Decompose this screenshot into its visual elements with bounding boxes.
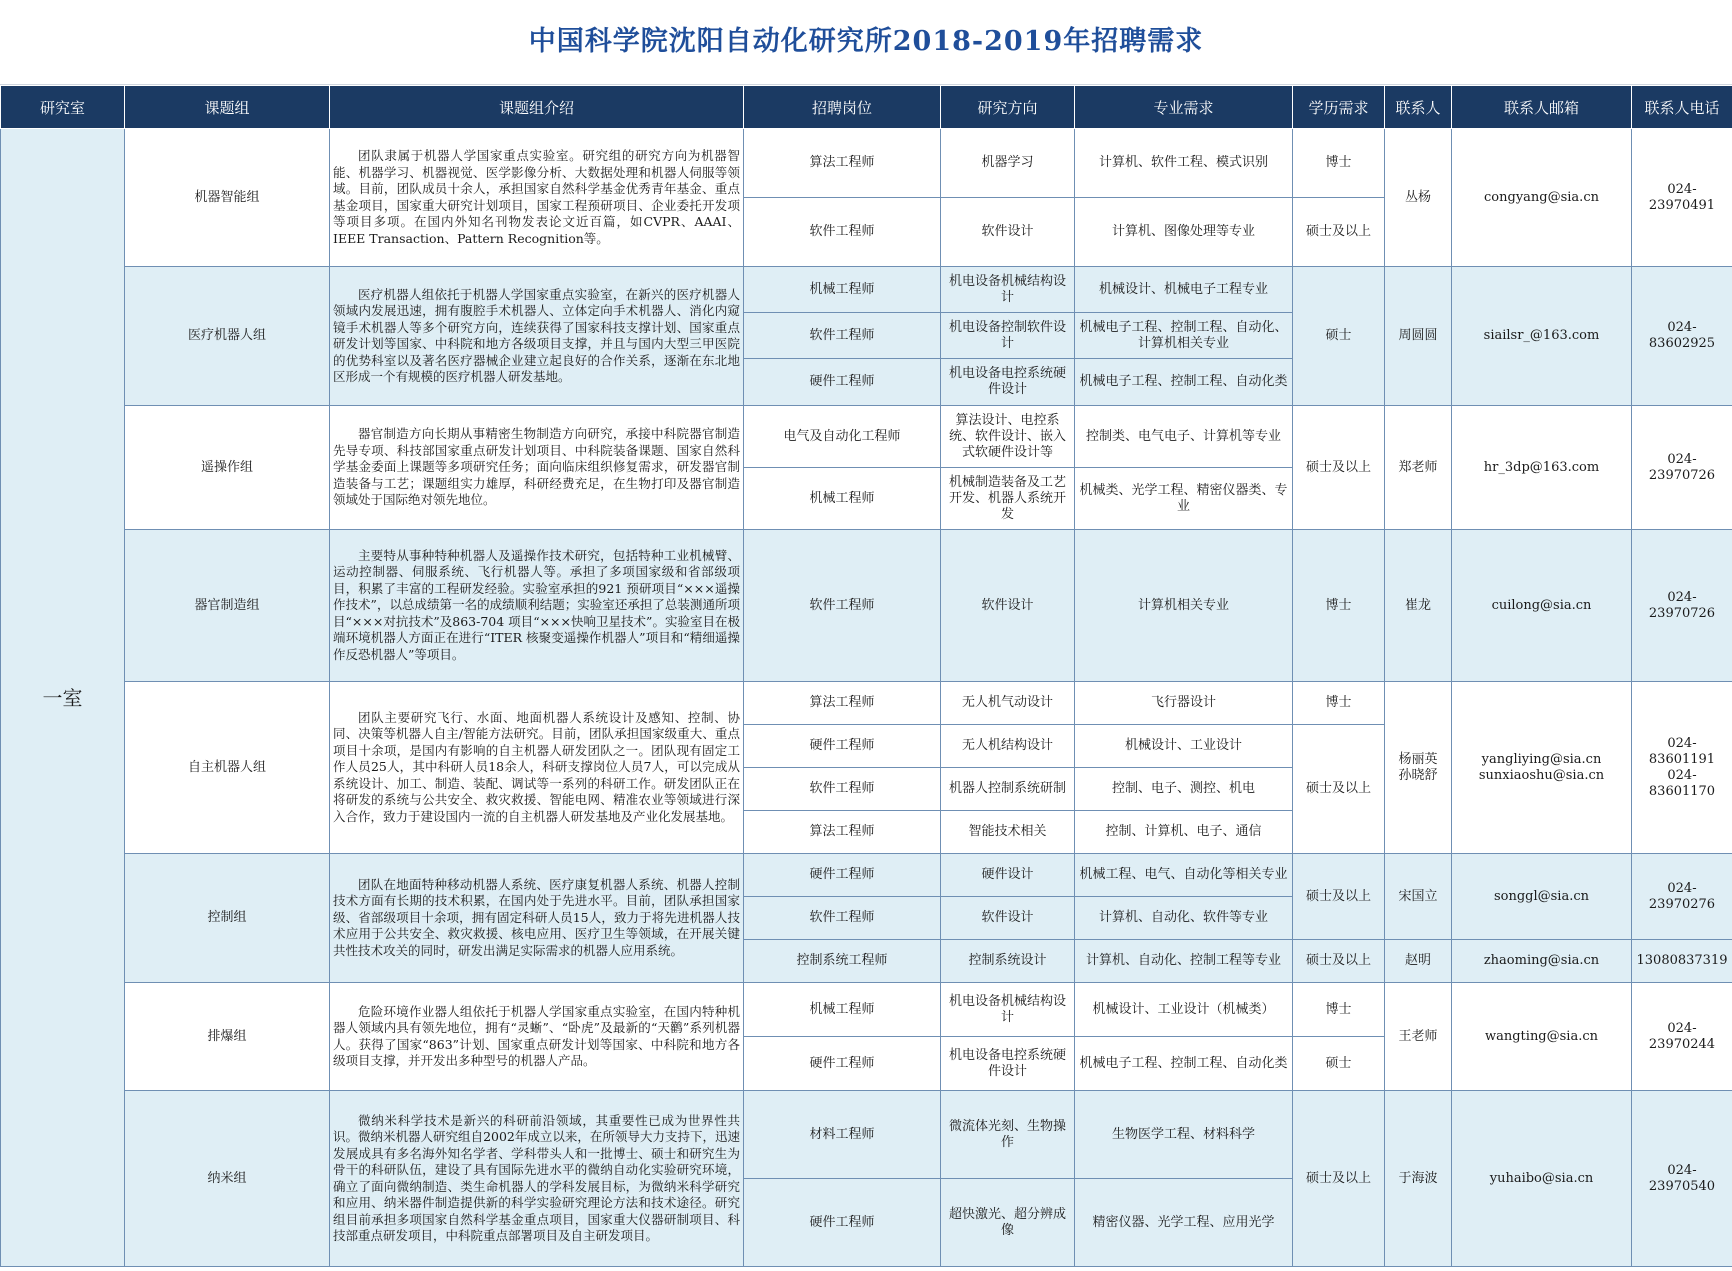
contact-email[interactable]: wangting@sia.cn xyxy=(1452,983,1632,1091)
contact-email[interactable]: congyang@sia.cn xyxy=(1452,129,1632,267)
position-degree: 博士 xyxy=(1293,530,1385,682)
contact-phone: 024-23970726 xyxy=(1632,530,1732,682)
contact-email[interactable]: zhaoming@sia.cn xyxy=(1452,940,1632,983)
position-direction: 算法设计、电控系统、软件设计、嵌入式软硬件设计等 xyxy=(941,406,1075,468)
group-intro: 团队隶属于机器人学国家重点实验室。研究组的研究方向为机器智能、机器学习、机器视觉、医学影像分析、大数据处理和机器人伺服等领域。目前，团队成员十余人，承担国家自然科学基金优秀青年基金、重点基金项目，国家重大研究计划项目，国家工程预研项目、企业委托开发项等项目多项。在国内外知名刊物发表论文近百篇，如CVPR、AAAI、IEEE Transaction、Pattern Recognition等。 xyxy=(330,129,744,267)
position-degree: 硕士及以上 xyxy=(1293,406,1385,530)
position-major: 机械设计、工业设计 xyxy=(1075,725,1293,768)
group-intro: 团队在地面特种移动机器人系统、医疗康复机器人系统、机器人控制技术方面有长期的技术积累，在国内处于先进水平。目前，团队承担国家级、省部级项目十余项，拥有固定科研人员15人，致力于将先进机器人技术应用于公共安全、救灾救援、核电应用、医疗卫生等领域，在开展关键共性技术攻关的同时，研发出满足实际需求的机器人应用系统。 xyxy=(330,854,744,983)
position-title: 软件工程师 xyxy=(744,530,941,682)
position-title: 机械工程师 xyxy=(744,468,941,530)
contact-name: 王老师 xyxy=(1385,983,1452,1091)
position-direction: 控制系统设计 xyxy=(941,940,1075,983)
position-title: 算法工程师 xyxy=(744,811,941,854)
position-direction: 超快激光、超分辨成像 xyxy=(941,1179,1075,1267)
contact-name: 杨丽英 孙晓舒 xyxy=(1385,682,1452,854)
position-degree: 博士 xyxy=(1293,129,1385,198)
position-title: 硬件工程师 xyxy=(744,359,941,406)
position-direction: 无人机气动设计 xyxy=(941,682,1075,725)
position-degree: 博士 xyxy=(1293,682,1385,725)
position-title: 硬件工程师 xyxy=(744,1179,941,1267)
contact-name: 郑老师 xyxy=(1385,406,1452,530)
header-contact: 联系人 xyxy=(1385,86,1452,129)
position-major: 控制、计算机、电子、通信 xyxy=(1075,811,1293,854)
position-title: 软件工程师 xyxy=(744,313,941,359)
position-major: 机械设计、工业设计（机械类） xyxy=(1075,983,1293,1037)
header-phone: 联系人电话 xyxy=(1632,86,1732,129)
position-direction: 智能技术相关 xyxy=(941,811,1075,854)
contact-phone: 024-83602925 xyxy=(1632,267,1732,406)
position-direction: 软件设计 xyxy=(941,897,1075,940)
header-direction: 研究方向 xyxy=(941,86,1075,129)
table-row xyxy=(1,854,1732,897)
contact-email[interactable]: hr_3dp@163.com xyxy=(1452,406,1632,530)
header-email: 联系人邮箱 xyxy=(1452,86,1632,129)
group-intro: 主要特从事种特种机器人及遥操作技术研究，包括特种工业机械臂、运动控制器、伺服系统、飞行机器人等。承担了多项国家级和省部级项目，积累了丰富的工程研发经验。实验室承担的921 预研项目“×××遥操作技术”，以总成绩第一名的成绩顺利结题；实验室还承担了总装测通所项目“×××对抗技术”及863-704 项目“×××快响卫星技术”。实验室目在极端环境机器人方面正在进行“ITER 核聚变遥操作机器人”项目和“精细遥操作反恐机器人”等项目。 xyxy=(330,530,744,682)
position-title: 材料工程师 xyxy=(744,1091,941,1179)
position-direction: 机电设备电控系统硬件设计 xyxy=(941,359,1075,406)
position-major: 机械电子工程、控制工程、自动化类 xyxy=(1075,1037,1293,1091)
position-degree: 硕士及以上 xyxy=(1293,198,1385,267)
position-direction: 硬件设计 xyxy=(941,854,1075,897)
contact-phone: 024-83601191 024-83601170 xyxy=(1632,682,1732,854)
contact-email[interactable]: cuilong@sia.cn xyxy=(1452,530,1632,682)
position-major: 机械电子工程、控制工程、自动化类 xyxy=(1075,359,1293,406)
contact-email[interactable]: yangliying@sia.cn sunxiaoshu@sia.cn xyxy=(1452,682,1632,854)
position-title: 硬件工程师 xyxy=(744,725,941,768)
position-major: 计算机、软件工程、模式识别 xyxy=(1075,129,1293,198)
position-major: 机械类、光学工程、精密仪器类、专业 xyxy=(1075,468,1293,530)
group-name: 医疗机器人组 xyxy=(125,267,330,406)
position-major: 机械设计、机械电子工程专业 xyxy=(1075,267,1293,313)
contact-phone: 024-23970244 xyxy=(1632,983,1732,1091)
position-major: 机械工程、电气、自动化等相关专业 xyxy=(1075,854,1293,897)
table-row xyxy=(1,267,1732,313)
contact-phone: 13080837319 xyxy=(1632,940,1732,983)
contact-name: 赵明 xyxy=(1385,940,1452,983)
position-title: 硬件工程师 xyxy=(744,854,941,897)
table-row xyxy=(1,406,1732,468)
position-major: 精密仪器、光学工程、应用光学 xyxy=(1075,1179,1293,1267)
position-title: 算法工程师 xyxy=(744,682,941,725)
position-major: 机械电子工程、控制工程、自动化、计算机相关专业 xyxy=(1075,313,1293,359)
contact-name: 崔龙 xyxy=(1385,530,1452,682)
contact-phone: 024-23970540 xyxy=(1632,1091,1732,1267)
position-major: 飞行器设计 xyxy=(1075,682,1293,725)
header-intro: 课题组介绍 xyxy=(330,86,744,129)
position-degree: 硕士 xyxy=(1293,267,1385,406)
group-name: 纳米组 xyxy=(125,1091,330,1267)
table-row xyxy=(1,682,1732,725)
table-row xyxy=(1,129,1732,198)
position-title: 机械工程师 xyxy=(744,983,941,1037)
position-direction: 机电设备机械结构设计 xyxy=(941,267,1075,313)
group-intro: 团队主要研究飞行、水面、地面机器人系统设计及感知、控制、协同、决策等机器人自主/智能方法研究。目前，团队承担国家级重大、重点项目十余项，是国内有影响的自主机器人研发团队之一。团队现有固定工作人员25人，其中科研人员18余人，科研支撑岗位人员7人，可以完成从系统设计、加工、制造、装配、调试等一系列的科研工作。研发团队正在将研发的系统与公共安全、救灾救援、智能电网、精准农业等领域进行深入合作，致力于建设国内一流的自主机器人研发基地及产业化发展基地。 xyxy=(330,682,744,854)
position-major: 控制类、电气电子、计算机等专业 xyxy=(1075,406,1293,468)
group-intro: 危险环境作业器人组依托于机器人学国家重点实验室，在国内特种机器人领域内具有领先地位，拥有“灵蜥”、“卧虎”及最新的“天鹳”系列机器人。获得了国家“863”计划、国家重点研发计划等国家、中科院和地方各级项目支撑，并开发出多种型号的机器人产品。 xyxy=(330,983,744,1091)
page-title: 中国科学院沈阳自动化研究所2018-2019年招聘需求 xyxy=(0,0,1732,85)
contact-name: 丛杨 xyxy=(1385,129,1452,267)
room-cell: 一室 xyxy=(1,129,125,1267)
contact-name: 周圆圆 xyxy=(1385,267,1452,406)
position-major: 计算机、自动化、软件等专业 xyxy=(1075,897,1293,940)
position-direction: 无人机结构设计 xyxy=(941,725,1075,768)
position-degree: 硕士及以上 xyxy=(1293,1091,1385,1267)
header-degree: 学历需求 xyxy=(1293,86,1385,129)
position-title: 软件工程师 xyxy=(744,897,941,940)
position-direction: 机械制造装备及工艺开发、机器人系统开发 xyxy=(941,468,1075,530)
contact-phone: 024-23970276 xyxy=(1632,854,1732,940)
group-intro: 器官制造方向长期从事精密生物制造方向研究，承接中科院器官制造先导专项、科技部国家重点研发计划项目、中科院装备课题、国家自然科学基金委面上课题等多项研究任务；面向临床组织修复需求，研发器官制造装备与工艺；课题组实力雄厚，科研经费充足，在生物打印及器官制造领域处于国际绝对领先地位。 xyxy=(330,406,744,530)
position-direction: 软件设计 xyxy=(941,530,1075,682)
contact-email[interactable]: siailsr_@163.com xyxy=(1452,267,1632,406)
position-title: 软件工程师 xyxy=(744,768,941,811)
table-row xyxy=(1,530,1732,682)
group-intro: 微纳米科学技术是新兴的科研前沿领域，其重要性已成为世界性共识。微纳米机器人研究组自2002年成立以来，在所领导大力支持下，迅速发展成具有多名海外知名学者、学科带头人和一批博士、硕士和研究生为骨干的科研队伍，建设了具有国际先进水平的微纳自动化实验研究环境，确立了面向微纳制造、类生命机器人的学科发展目标，为微纳米科学研究和应用、纳米器件制造提供新的科学实验研究理论方法和技术途径。研究组目前承担多项国家自然科学基金重点项目，国家重大仪器研制项目、科技部重点研发项目，中科院重点部署项目及自主研发项目。 xyxy=(330,1091,744,1267)
position-direction: 机电设备机械结构设计 xyxy=(941,983,1075,1037)
contact-name: 于海波 xyxy=(1385,1091,1452,1267)
position-major: 控制、电子、测控、机电 xyxy=(1075,768,1293,811)
position-title: 硬件工程师 xyxy=(744,1037,941,1091)
position-title: 机械工程师 xyxy=(744,267,941,313)
position-degree: 博士 xyxy=(1293,983,1385,1037)
table-header-row xyxy=(1,86,1732,129)
position-title: 软件工程师 xyxy=(744,198,941,267)
position-title: 电气及自动化工程师 xyxy=(744,406,941,468)
header-group: 课题组 xyxy=(125,86,330,129)
position-direction: 机器人控制系统研制 xyxy=(941,768,1075,811)
header-room: 研究室 xyxy=(1,86,125,129)
group-name: 自主机器人组 xyxy=(125,682,330,854)
position-major: 生物医学工程、材料科学 xyxy=(1075,1091,1293,1179)
contact-phone: 024-23970726 xyxy=(1632,406,1732,530)
table-row xyxy=(1,983,1732,1037)
position-direction: 机电设备控制软件设计 xyxy=(941,313,1075,359)
position-degree: 硕士及以上 xyxy=(1293,725,1385,854)
contact-email[interactable]: songgl@sia.cn xyxy=(1452,854,1632,940)
position-direction: 机器学习 xyxy=(941,129,1075,198)
position-degree: 硕士及以上 xyxy=(1293,854,1385,940)
position-direction: 微流体光刻、生物操作 xyxy=(941,1091,1075,1179)
recruitment-table xyxy=(0,85,1732,1267)
position-major: 计算机相关专业 xyxy=(1075,530,1293,682)
position-major: 计算机、自动化、控制工程等专业 xyxy=(1075,940,1293,983)
contact-name: 宋国立 xyxy=(1385,854,1452,940)
group-name: 机器智能组 xyxy=(125,129,330,267)
position-direction: 机电设备电控系统硬件设计 xyxy=(941,1037,1075,1091)
position-title: 控制系统工程师 xyxy=(744,940,941,983)
group-name: 遥操作组 xyxy=(125,406,330,530)
position-title: 算法工程师 xyxy=(744,129,941,198)
position-major: 计算机、图像处理等专业 xyxy=(1075,198,1293,267)
contact-phone: 024-23970491 xyxy=(1632,129,1732,267)
header-major: 专业需求 xyxy=(1075,86,1293,129)
group-name: 器官制造组 xyxy=(125,530,330,682)
group-name: 控制组 xyxy=(125,854,330,983)
group-intro: 医疗机器人组依托于机器人学国家重点实验室，在新兴的医疗机器人领域内发展迅速，拥有腹腔手术机器人、立体定向手术机器人、消化内窥镜手术机器人等多个研究方向，连续获得了国家科技支撑计划、国家重点研发计划等国家、中科院和地方各级项目支撑，并且与国内大型三甲医院的优势科室以及著名医疗器械企业建立起良好的合作关系，逐渐在东北地区形成一个有规模的医疗机器人研发基地。 xyxy=(330,267,744,406)
position-direction: 软件设计 xyxy=(941,198,1075,267)
contact-email[interactable]: yuhaibo@sia.cn xyxy=(1452,1091,1632,1267)
header-position: 招聘岗位 xyxy=(744,86,941,129)
table-row xyxy=(1,1091,1732,1179)
group-name: 排爆组 xyxy=(125,983,330,1091)
position-degree: 硕士 xyxy=(1293,1037,1385,1091)
position-degree: 硕士及以上 xyxy=(1293,940,1385,983)
